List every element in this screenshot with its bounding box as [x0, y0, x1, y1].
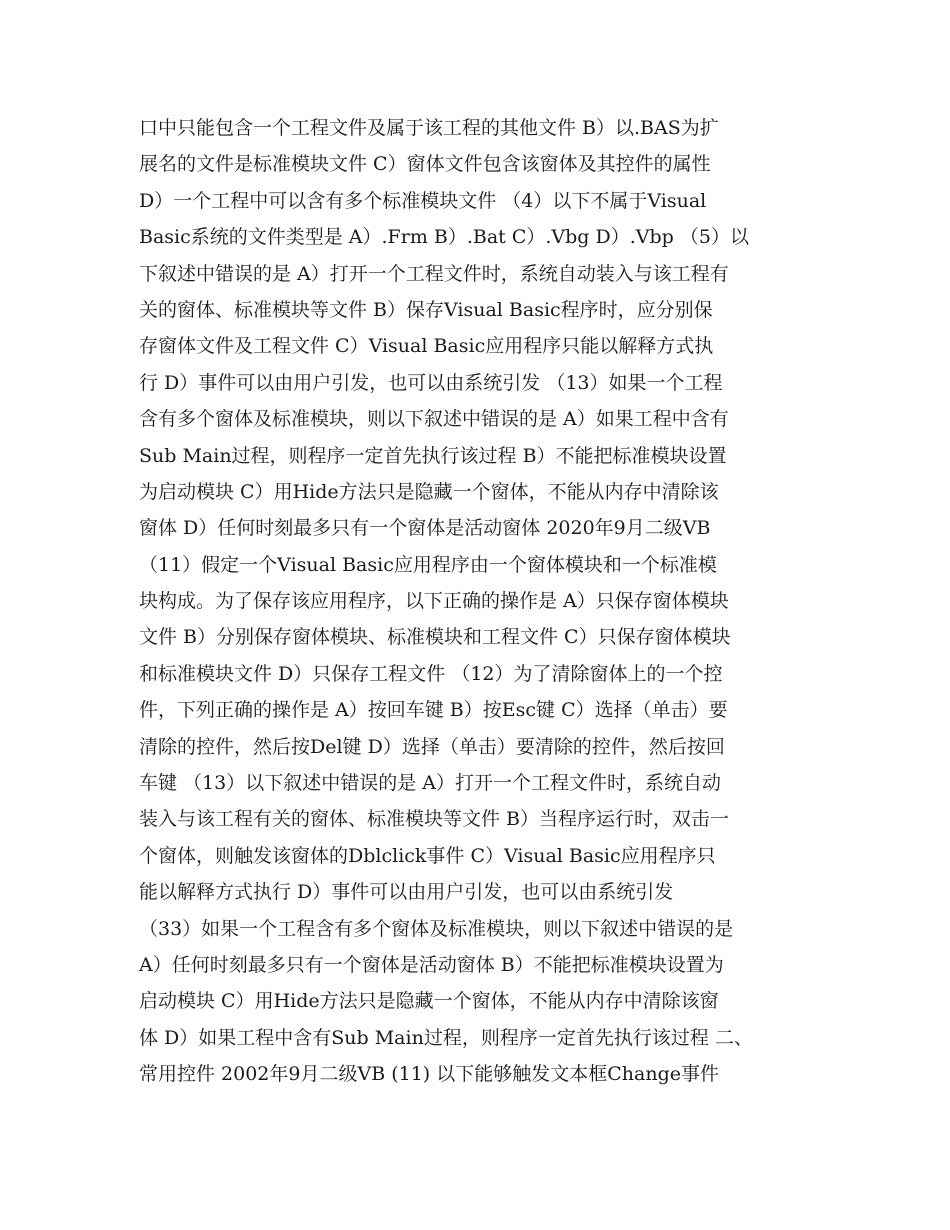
text-line: （33）如果一个工程含有多个窗体及标准模块，则以下叙述中错误的是 — [139, 917, 734, 940]
text-line: 为启动模块 C）用Hide方法只是隐藏一个窗体，不能从内存中清除该 — [139, 480, 719, 503]
text-line: 窗体 D）任何时刻最多只有一个窗体是活动窗体 2020年9月二级VB — [139, 517, 711, 540]
text-line: 常用控件 2002年9月二级VB (11) 以下能够触发文本框Change事件 — [139, 1063, 719, 1086]
text-line: 和标准模块文件 D）只保存工程文件 （12）为了清除窗体上的一个控 — [139, 662, 723, 685]
text-line: A）任何时刻最多只有一个窗体是活动窗体 B）不能把标准模块设置为 — [139, 953, 724, 976]
text-line: 关的窗体、标准模块等文件 B）保存Visual Basic程序时，应分别保 — [139, 298, 713, 321]
text-line: 口中只能包含一个工程文件及属于该工程的其他文件 B）以.BAS为扩 — [139, 117, 719, 139]
text-line: 车键 （13）以下叙述中错误的是 A）打开一个工程文件时，系统自动 — [139, 772, 721, 795]
text-line: 含有多个窗体及标准模块，则以下叙述中错误的是 A）如果工程中含有 — [139, 408, 729, 431]
text-line: 块构成。为了保存该应用程序，以下正确的操作是 A）只保存窗体模块 — [139, 590, 729, 613]
body-text — [139, 110, 829, 1093]
text-line: 清除的控件，然后按Del键 D）选择（单击）要清除的控件，然后按回 — [139, 735, 725, 758]
text-line: 能以解释方式执行 D）事件可以由用户引发，也可以由系统引发 — [139, 881, 674, 904]
text-line: Sub Main过程，则程序一定首先执行该过程 B）不能把标准模块设置 — [139, 444, 727, 467]
text-line: 存窗体文件及工程文件 C）Visual Basic应用程序只能以解释方式执 — [139, 335, 714, 358]
text-line: 体 D）如果工程中含有Sub Main过程，则程序一定首先执行该过程 二、 — [139, 1026, 753, 1049]
text-line: 展名的文件是标准模块文件 C）窗体文件包含该窗体及其控件的属性 — [139, 153, 711, 176]
text-line: 行 D）事件可以由用户引发，也可以由系统引发 （13）如果一个工程 — [139, 371, 723, 394]
text-line: 文件 B）分别保存窗体模块、标准模块和工程文件 C）只保存窗体模块 — [139, 626, 731, 649]
text-line: 下叙述中错误的是 A）打开一个工程文件时，系统自动装入与该工程有 — [139, 262, 729, 285]
text-line: Basic系统的文件类型是 A）.Frm B）.Bat C）.Vbg D）.Vbp （5）以 — [139, 226, 749, 249]
text-line: （11）假定一个Visual Basic应用程序由一个窗体模块和一个标准模 — [139, 553, 717, 576]
text-line: 装入与该工程有关的窗体、标准模块等文件 B）当程序运行时，双击一 — [139, 808, 730, 831]
text-line: D）一个工程中可以含有多个标准模块文件 （4）以下不属于Visual — [139, 189, 707, 212]
text-line: 启动模块 C）用Hide方法只是隐藏一个窗体，不能从内存中清除该窗 — [139, 990, 719, 1013]
text-line: 个窗体，则触发该窗体的Dblclick事件 C）Visual Basic应用程序只 — [139, 844, 716, 867]
text-line: 件，下列正确的操作是 A）按回车键 B）按Esc键 C）选择（单击）要 — [139, 699, 728, 722]
